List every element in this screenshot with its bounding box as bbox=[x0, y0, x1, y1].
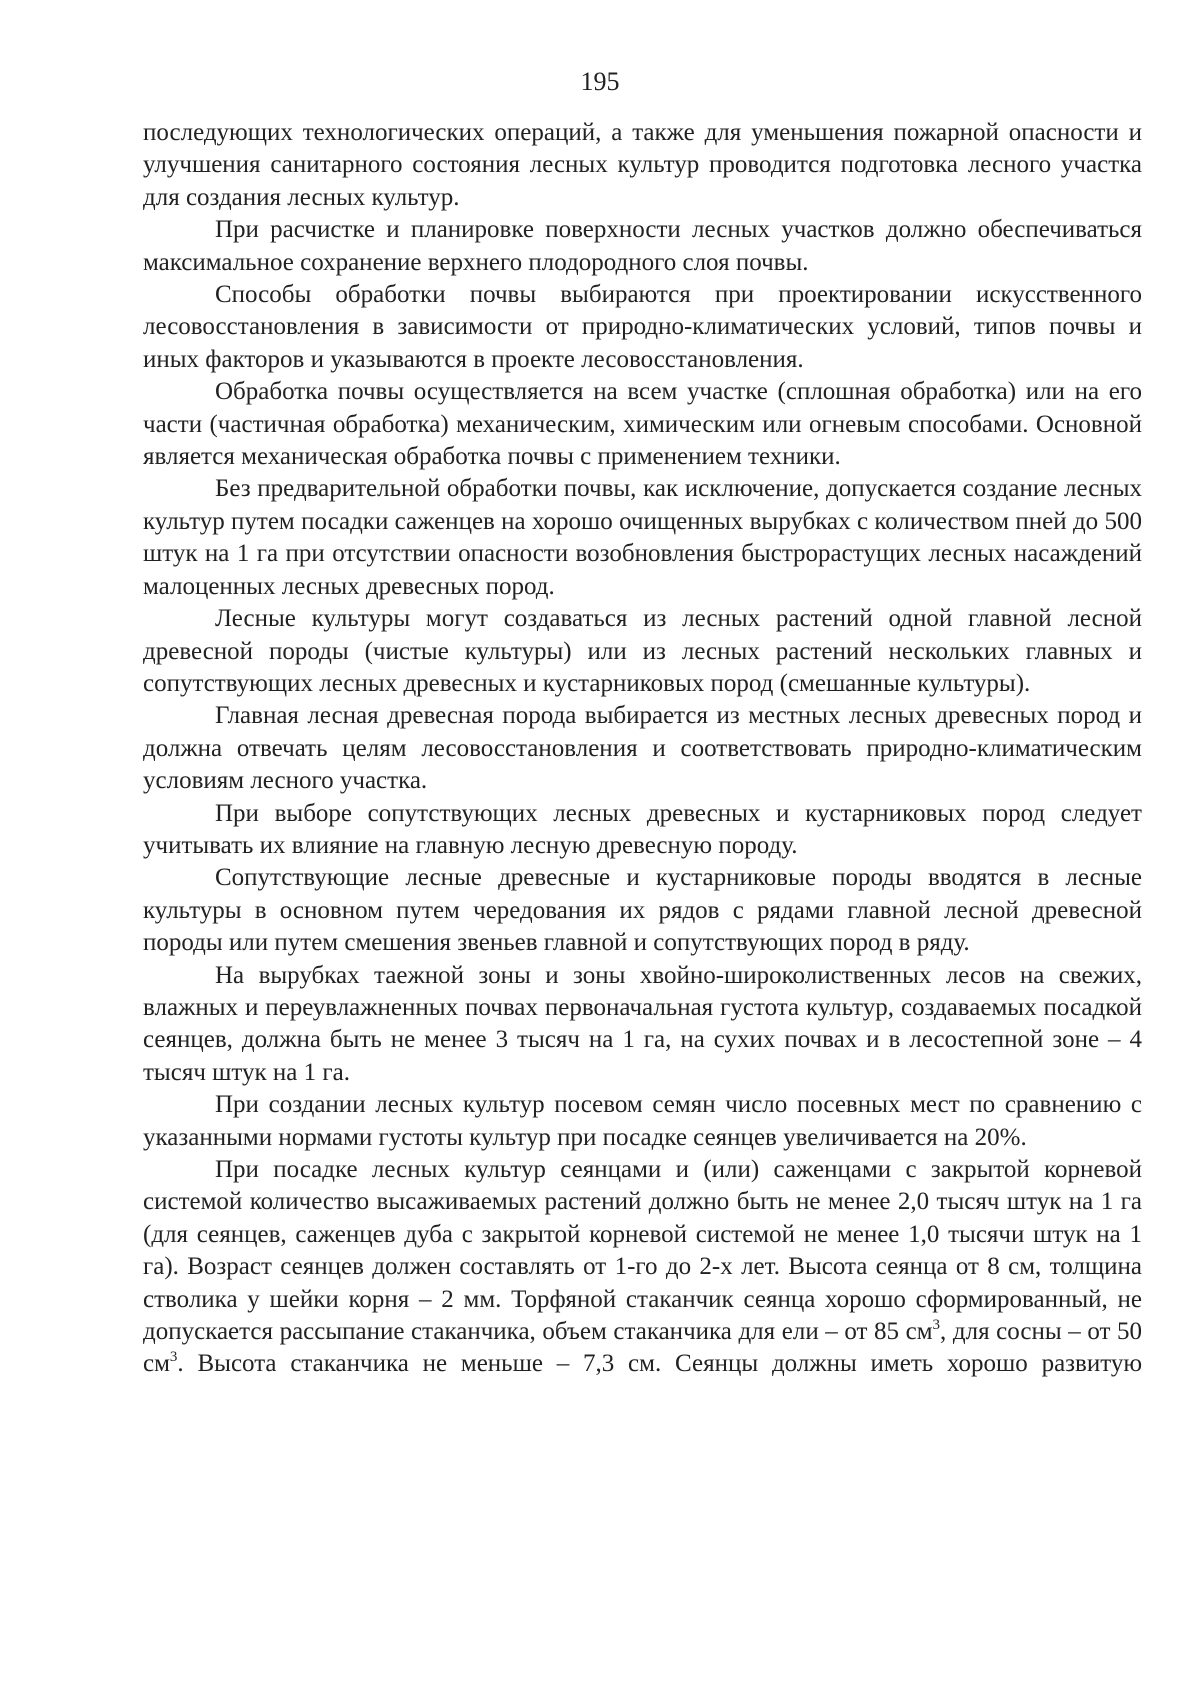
superscript: 3 bbox=[932, 1317, 941, 1334]
paragraph: Лесные культуры могут создаваться из лесных растений одной главной лесной древесной породы (чистые культуры) или из лесных растений нескольких главных и сопутствующих лесных древесных и кустарниковых пород (смешанные культуры). bbox=[143, 605, 1142, 697]
page-number: 195 bbox=[580, 67, 620, 96]
paragraph: Обработка почвы осуществляется на всем участке (сплошная обработка) или на его части (частичная обработка) механическим, химическим или огневым способами. Основной является механическая обработка почвы с применением техники. bbox=[143, 378, 1142, 471]
paragraph: последующих технологических операций, а также для уменьшения пожарной опасности и улучшения санитарного состояния лесных культур проводится подготовка лесного участка для создания лесных культур. bbox=[143, 119, 1142, 211]
document-text bbox=[143, 117, 1142, 1381]
paragraph: На вырубках таежной зоны и зоны хвойно-широколиственных лесов на свежих, влажных и переувлажненных почвах первоначальная густота культур, создаваемых посадкой сеянцев, должна быть не менее 3 тысяч на 1 га, на сухих почвах и в лесостепной зоне – 4 тысяч штук на 1 га. bbox=[143, 961, 1142, 1086]
paragraph-text: , для сосны – от 50 см bbox=[143, 1318, 1142, 1378]
paragraph: Способы обработки почвы выбираются при проектировании искусственного лесовосстановления в зависимости от природно-климатических условий, типов почвы и иных факторов и указываются в проекте лесовосстановления. bbox=[143, 281, 1142, 373]
paragraph: Сопутствующие лесные древесные и кустарниковые породы вводятся в лесные культуры в основном путем чередования их рядов с рядами главной лесной древесной породы или путем смешения звеньев главной и сопутствующих пород в ряду. bbox=[143, 864, 1142, 957]
paragraph: Главная лесная древесная порода выбирается из местных лесных древесных пород и должна отвечать целям лесовосстановления и соответствовать природно-климатическим условиям лесного участка. bbox=[143, 702, 1142, 795]
paragraph-text: . Высота стаканчика не меньше – 7,3 см. Сеянцы должны иметь хорошо развитую bbox=[177, 1350, 1142, 1378]
paragraph-last bbox=[143, 1154, 1142, 1381]
paragraph-text: При посадке лесных культур сеянцами и (или) саженцами с закрытой корневой системой количество высаживаемых растений должно быть не менее 2,0 тысяч штук на 1 га (для сеянцев, саженцев дуба с закрытой корневой системой не менее 1,0 тысячи штук на 1 га). Возраст сеянцев должен составлять от 1-го до 2-х лет. Высота сеянца от 8 см, толщина стволика у шейки корня – 2 мм. Торфяной стаканчик сеянца хорошо сформированный, не допускается рассыпание стаканчика, объем стаканчика для ели – от 85 см bbox=[143, 1156, 1142, 1346]
paragraph: Без предварительной обработки почвы, как исключение, допускается создание лесных культур путем посадки саженцев на хорошо очищенных вырубках с количеством пней до 500 штук на 1 га при отсутствии опасности возобновления быстрорастущих лесных насаждений малоценных лесных древесных пород. bbox=[143, 475, 1142, 600]
paragraph: При выборе сопутствующих лесных древесных и кустарниковых пород следует учитывать их влияние на главную лесную древесную породу. bbox=[143, 799, 1142, 859]
paragraph: При создании лесных культур посевом семян число посевных мест по сравнению с указанными нормами густоты культур при посадке сеянцев увеличивается на 20%. bbox=[143, 1091, 1142, 1151]
paragraph: При расчистке и планировке поверхности лесных участков должно обеспечиваться максимальное сохранение верхнего плодородного слоя почвы. bbox=[143, 216, 1142, 276]
superscript: 3 bbox=[169, 1349, 178, 1366]
